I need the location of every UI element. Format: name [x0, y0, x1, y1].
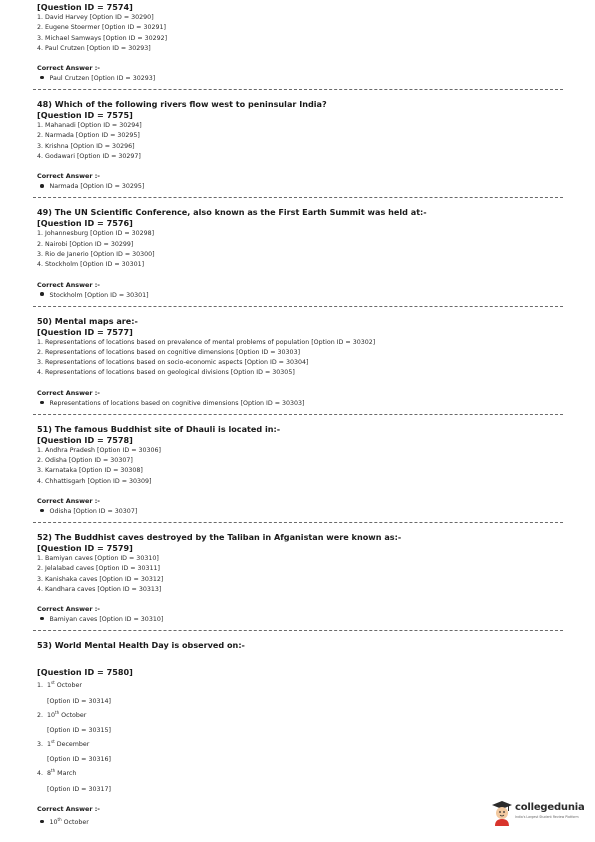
- options-list: [37, 229, 563, 270]
- separator: [33, 522, 563, 523]
- correct-answer: 10th October: [37, 814, 563, 829]
- options-list: [37, 554, 563, 595]
- correct-answer-label: Correct Answer :-: [37, 496, 100, 505]
- options-list: [37, 678, 563, 796]
- question-title: 51) The famous Buddhist site of Dhauli is located in:-: [37, 423, 281, 434]
- option-id: [Option ID = 30315]: [47, 726, 111, 734]
- option-item: 3. 1st December [Option ID = 30316]: [37, 737, 563, 766]
- option-item: 2. Representations of locations based on cognitive dimensions [Option ID = 30303]: [37, 348, 301, 356]
- option-item: 1. Andhra Pradesh [Option ID = 30306]: [37, 446, 161, 454]
- graduate-mascot-icon: [491, 800, 513, 826]
- option-item: 2. Nairobi [Option ID = 30299]: [37, 240, 134, 248]
- option-item: 4. Chhattisgarh [Option ID = 30309]: [37, 477, 152, 485]
- separator: [33, 414, 563, 415]
- question-block-52: [33, 531, 563, 626]
- option-item: 3. Michael Samways [Option ID = 30292]: [37, 34, 168, 42]
- question-block-50: [33, 315, 563, 410]
- option-item: 1. 1st October [Option ID = 30314]: [37, 678, 563, 707]
- question-title: 49) The UN Scientific Conference, also known as the First Earth Summit was held at:-: [37, 207, 427, 218]
- bullet-icon: [40, 509, 44, 513]
- option-item: 4. 8th March [Option ID = 30317]: [37, 766, 563, 795]
- option-item: 2. Narmada [Option ID = 30295]: [37, 132, 140, 140]
- correct-answer: Narmada [Option ID = 30295]: [37, 181, 563, 193]
- option-item: 4. Representations of locations based on geological divisions [Option ID = 30305]: [37, 369, 295, 377]
- correct-answer-label: Correct Answer :-: [37, 804, 100, 813]
- correct-answer: Bamiyan caves [Option ID = 30310]: [37, 614, 563, 626]
- correct-answer-label: Correct Answer :-: [37, 64, 100, 73]
- question-block-53: [33, 639, 563, 829]
- correct-answer-label: Correct Answer :-: [37, 172, 100, 181]
- option-item: 1. Mahanadi [Option ID = 30294]: [37, 122, 142, 130]
- option-item: 2. Eugene Stoermer [Option ID = 30291]: [37, 24, 166, 32]
- bullet-icon: [40, 184, 44, 188]
- options-list: [37, 121, 563, 162]
- option-item: 2. Jelalabad caves [Option ID = 30311]: [37, 565, 160, 573]
- question-block-48: [33, 98, 563, 193]
- option-item: 3. Representations of locations based on socio-economic aspects [Option ID = 30304]: [37, 359, 309, 367]
- option-id: [Option ID = 30314]: [47, 697, 111, 705]
- options-list: [37, 338, 563, 379]
- brand-tagline: India's Largest Student Review Platform: [515, 815, 579, 819]
- option-item: 4. Paul Crutzen [Option ID = 30293]: [37, 44, 151, 52]
- question-title: 53) World Mental Health Day is observed on:-: [37, 640, 245, 651]
- question-title: 52) The Buddhist caves destroyed by the Taliban in Afganistan were known as:-: [37, 531, 402, 542]
- option-item: 3. Krishna [Option ID = 30296]: [37, 142, 135, 150]
- option-item: 3. Karnataka [Option ID = 30308]: [37, 467, 143, 475]
- correct-answer: Representations of locations based on cognitive dimensions [Option ID = 30303]: [37, 398, 563, 410]
- option-item: 3. Kanishaka caves [Option ID = 30312]: [37, 575, 164, 583]
- correct-answer: Paul Crutzen [Option ID = 30293]: [37, 73, 563, 85]
- option-item: 1. Bamiyan caves [Option ID = 30310]: [37, 554, 159, 562]
- exam-page: [33, 0, 563, 829]
- correct-answer-label: Correct Answer :-: [37, 388, 100, 397]
- options-list: [37, 446, 563, 487]
- question-title: 50) Mental maps are:-: [37, 315, 138, 326]
- bullet-icon: [40, 820, 44, 824]
- option-item: 1. David Harvey [Option ID = 30290]: [37, 14, 154, 21]
- option-item: 4. Stockholm [Option ID = 30301]: [37, 261, 145, 269]
- brand-name: collegedunia: [515, 802, 585, 813]
- question-id: [Question ID = 7579]: [37, 542, 133, 553]
- option-item: 3. Rio de Janerio [Option ID = 30300]: [37, 250, 155, 258]
- correct-answer-label: Correct Answer :-: [37, 605, 100, 614]
- option-item: 1. Representations of locations based on prevalence of mental problems of population [Option ID = 30302]: [37, 338, 376, 346]
- question-block-49: [33, 206, 563, 301]
- correct-answer: Stockholm [Option ID = 30301]: [37, 290, 563, 302]
- question-id: [Question ID = 7575]: [37, 110, 133, 121]
- question-block-47: [33, 0, 563, 85]
- collegedunia-logo: [491, 800, 591, 826]
- correct-answer: Odisha [Option ID = 30307]: [37, 506, 563, 518]
- separator: [33, 630, 563, 631]
- question-id: [Question ID = 7578]: [37, 434, 133, 445]
- question-id: [Question ID = 7576]: [37, 218, 133, 229]
- option-item: 2. Odisha [Option ID = 30307]: [37, 457, 133, 465]
- separator: [33, 197, 563, 198]
- correct-answer-label: Correct Answer :-: [37, 280, 100, 289]
- separator: [33, 306, 563, 307]
- bullet-icon: [40, 401, 44, 405]
- option-id: [Option ID = 30317]: [47, 785, 111, 793]
- separator: [33, 89, 563, 90]
- options-list: [37, 13, 563, 54]
- option-item: 4. Kandhara caves [Option ID = 30313]: [37, 585, 162, 593]
- bullet-icon: [40, 292, 44, 296]
- bullet-icon: [40, 76, 44, 80]
- option-item: 4. Godawari [Option ID = 30297]: [37, 153, 141, 161]
- bullet-icon: [40, 617, 44, 621]
- option-item: 2. 10th October [Option ID = 30315]: [37, 708, 563, 737]
- question-id: [Question ID = 7574]: [37, 2, 133, 12]
- question-block-51: [33, 423, 563, 518]
- option-item: 1. Johannesburg [Option ID = 30298]: [37, 230, 155, 238]
- option-id: [Option ID = 30316]: [47, 756, 111, 764]
- question-title: 48) Which of the following rivers flow west to peninsular India?: [37, 99, 327, 110]
- question-id: [Question ID = 7580]: [37, 667, 133, 678]
- question-id: [Question ID = 7577]: [37, 326, 133, 337]
